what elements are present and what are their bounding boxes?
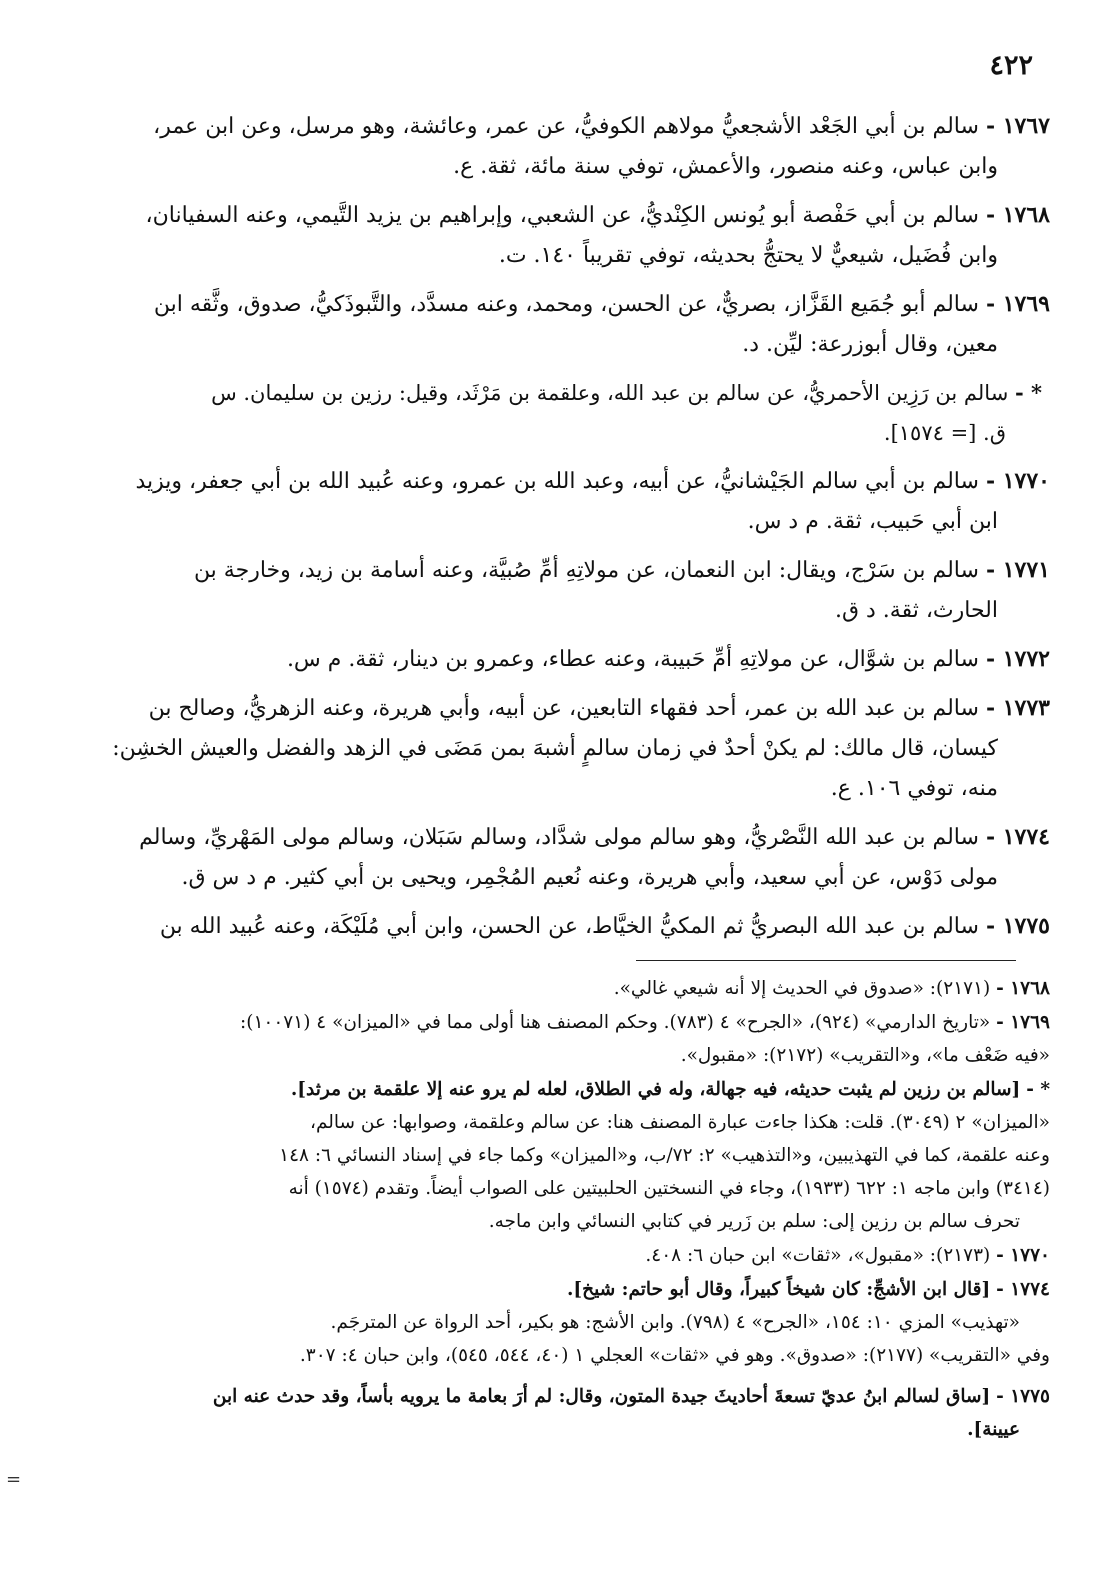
entry-star-marker: * - <box>1014 380 1042 405</box>
entry-1768 <box>55 195 1050 276</box>
entry-text: سالم بن رَزِين الأحمريُّ، عن سالم بن عبد الله، وعلقمة بن مَرْثَد، وقيل: رزين بن سليمان. س <box>211 381 1009 405</box>
footnote-text-continued: عيينة]. <box>967 1419 1020 1440</box>
footnote-1768 <box>55 972 1050 1005</box>
footnote-text: (٢١٧١): «صدوق في الحديث إلا أنه شيعي غالي». <box>613 978 991 999</box>
entry-text: سالم بن سَرْج، ويقال: ابن النعمان، عن مولاتِهِ أمِّ صُبيَّة، وعنه أسامة بن زيد، وخارجة بن <box>193 558 979 583</box>
entry-number: ١٧٦٧ - <box>985 113 1050 139</box>
footnote-1775 <box>55 1380 1050 1446</box>
entry-text: سالم بن شوَّال، عن مولاتِهِ أمِّ حَبيبة، وعنه عطاء، وعمرو بن دينار، ثقة. م س. <box>286 647 979 672</box>
footnote-quote: [سالم بن رزين لم يثبت حديثه، فيه جهالة، وله في الطلاق، لعله لم يرو عنه إلا علقمة بن مرثد]. <box>290 1079 1021 1100</box>
footnote-text-continued: «الميزان» ٢ (٣٠٤٩). قلت: هكذا جاءت عبارة المصنف هنا: عن سالم وعلقمة، وصوابها: عن سالم، <box>309 1112 1050 1133</box>
entry-text-continued: وابن فُضَيل، شيعيٌّ لا يحتجُّ بحديثه، توفي تقريباً ١٤٠. ت. <box>498 243 998 268</box>
footnote-star-marker: * - <box>1026 1079 1050 1100</box>
footnote-text: «تاريخ الدارمي» (٩٢٤)، «الجرح» ٤ (٧٨٣). وحكم المصنف هنا أولى مما في «الميزان» ٤ (١٠٠٧١): <box>240 1012 991 1033</box>
entry-number: ١٧٧٥ - <box>985 913 1050 939</box>
entry-number: ١٧٧٤ - <box>985 824 1050 850</box>
entry-text: سالم بن عبد الله بن عمر، أحد فقهاء التابعين، عن أبيه، وأبي هريرة، وعنه الزهريُّ، وصالح بن <box>148 696 979 721</box>
footnote-divider <box>636 960 1016 961</box>
entry-1773 <box>55 688 1050 809</box>
entry-text: سالم أبو جُمَيع القَزَّاز، بصريٌّ، عن الحسن، ومحمد، وعنه مسدَّد، والتَّبوذَكيُّ، صدوق، وثَّقه ابن <box>153 292 979 317</box>
footnote-number: ١٧٦٨ - <box>996 978 1050 999</box>
entry-text-continued: كيسان، قال مالك: لم يكنْ أحدٌ في زمان سالمٍ أشبهَ بمن مَضَى في الزهد والفضل والعيش الخشِن: <box>112 736 998 761</box>
entry-number: ١٧٦٩ - <box>985 291 1050 317</box>
entry-number: ١٧٦٨ - <box>985 202 1050 228</box>
entry-1772 <box>55 639 1050 680</box>
entry-number: ١٧٧٣ - <box>985 695 1050 721</box>
entry-1774 <box>55 817 1050 898</box>
footnote-text-continued: تحرف سالم بن رزين إلى: سلم بن زَرير في كتابي النسائي وابن ماجه. <box>488 1211 1020 1232</box>
entry-1775 <box>55 906 1050 947</box>
footnote-1774 <box>55 1273 1050 1372</box>
entry-1770 <box>55 461 1050 542</box>
footnote-1769 <box>55 1006 1050 1072</box>
entry-1771 <box>55 550 1050 631</box>
entry-text-continued: وابن عباس، وعنه منصور، والأعمش، توفي سنة مائة، ثقة. ع. <box>453 154 998 179</box>
footnote-number: ١٧٧٠ - <box>996 1245 1050 1266</box>
entry-text-continued: ابن أبي حَبيب، ثقة. م د س. <box>747 509 998 534</box>
entry-number: ١٧٧٢ - <box>985 646 1050 672</box>
entries-section <box>55 106 1050 955</box>
entry-text-continued: ق. [= ١٥٧٤]. <box>883 421 1006 445</box>
footnote-text: (٢١٧٣): «مقبول»، «ثقات» ابن حبان ٦: ٤٠٨. <box>645 1245 991 1266</box>
footnote-text-continued: وفي «التقريب» (٢١٧٧): «صدوق». وهو في «ثقات» العجلي ١ (٤٠، ٥٤٤، ٥٤٥)، وابن حبان ٤: ٣٠٧. <box>299 1345 1050 1366</box>
entry-number: ١٧٧٠ - <box>985 468 1050 494</box>
footnote-1770 <box>55 1239 1050 1272</box>
footnote-number: ١٧٧٤ - <box>996 1279 1050 1300</box>
footnote-text-continued: (٣٤١٤) وابن ماجه ١: ٦٢٢ (١٩٣٣)، وجاء في النسختين الحلبيتين على الصواب أيضاً. وتقدم (١٥٧٤) أنه <box>288 1178 1050 1199</box>
footnote-text-continued: «تهذيب» المزي ١٠: ١٥٤، «الجرح» ٤ (٧٩٨). وابن الأشج: هو بكير، أحد الرواة عن المترجَم. <box>330 1312 1020 1333</box>
entry-text-continued: منه، توفي ١٠٦. ع. <box>830 776 998 801</box>
entry-text: سالم بن أبي الجَعْد الأشجعيُّ مولاهم الكوفيُّ، عن عمر، وعائشة، وهو مرسل، وعن ابن عمر، <box>153 114 979 139</box>
footnote-quote: [ساق لسالم ابنُ عديّ تسعةَ أحاديثَ جيدة المتون، وقال: لم أرَ بعامة ما يرويه بأساً، وقد حدث عنه ابن <box>212 1386 991 1407</box>
page-number: ٤٢٢ <box>989 50 1033 81</box>
entry-text: سالم بن عبد الله البصريُّ ثم المكيُّ الخيَّاط، عن الحسن، وابن أبي مُلَيْكَة، وعنه عُبيد الله بن <box>159 914 979 939</box>
entry-text-continued: الحارث، ثقة. د ق. <box>834 598 998 623</box>
entry-number: ١٧٧١ - <box>985 557 1050 583</box>
footnote-quote: [قال ابن الأشجِّ: كان شيخاً كبيراً، وقال أبو حاتم: شيخ]. <box>566 1279 991 1300</box>
entry-text: سالم بن أبي سالم الجَيْشانيُّ، عن أبيه، وعبد الله بن عمرو، وعنه عُبيد الله بن أبي جعفر، ويزيد <box>135 469 979 494</box>
footnote-text-continued: «فيه ضَعْف ما»، و«التقريب» (٢١٧٢): «مقبول». <box>680 1045 1050 1066</box>
entry-text: سالم بن أبي حَفْصة أبو يُونس الكِنْديُّ، عن الشعبي، وإبراهيم بن يزيد التَّيمي، وعنه السفيانان، <box>145 203 979 228</box>
entry-text-continued: مولى دَوْس، عن أبي سعيد، وأبي هريرة، وعنه نُعيم المُجْمِر، ويحيى بن أبي كثير. م د س ق. <box>181 865 998 890</box>
entry-1769 <box>55 284 1050 365</box>
footnotes-section <box>55 972 1050 1447</box>
footnote-salim-bin-razin <box>55 1073 1050 1238</box>
entry-salim-bin-razin <box>55 373 1050 453</box>
margin-mark: = <box>6 1469 22 1490</box>
footnote-text-continued: وعنه علقمة، كما في التهذيبين، و«التذهيب» ٢: ٧٢/ب، و«الميزان» وكما جاء في إسناد النسائي ٦: ١٤٨ <box>279 1145 1050 1166</box>
footnote-number: ١٧٦٩ - <box>996 1012 1050 1033</box>
footnote-number: ١٧٧٥ - <box>996 1386 1050 1407</box>
entry-1767 <box>55 106 1050 187</box>
entry-text: سالم بن عبد الله النَّصْريُّ، وهو سالم مولى شدَّاد، وسالم سَبَلان، وسالم مولى المَهْريِّ، وسالم <box>139 825 979 850</box>
entry-text-continued: معين، وقال أبوزرعة: ليِّن. د. <box>742 332 998 357</box>
